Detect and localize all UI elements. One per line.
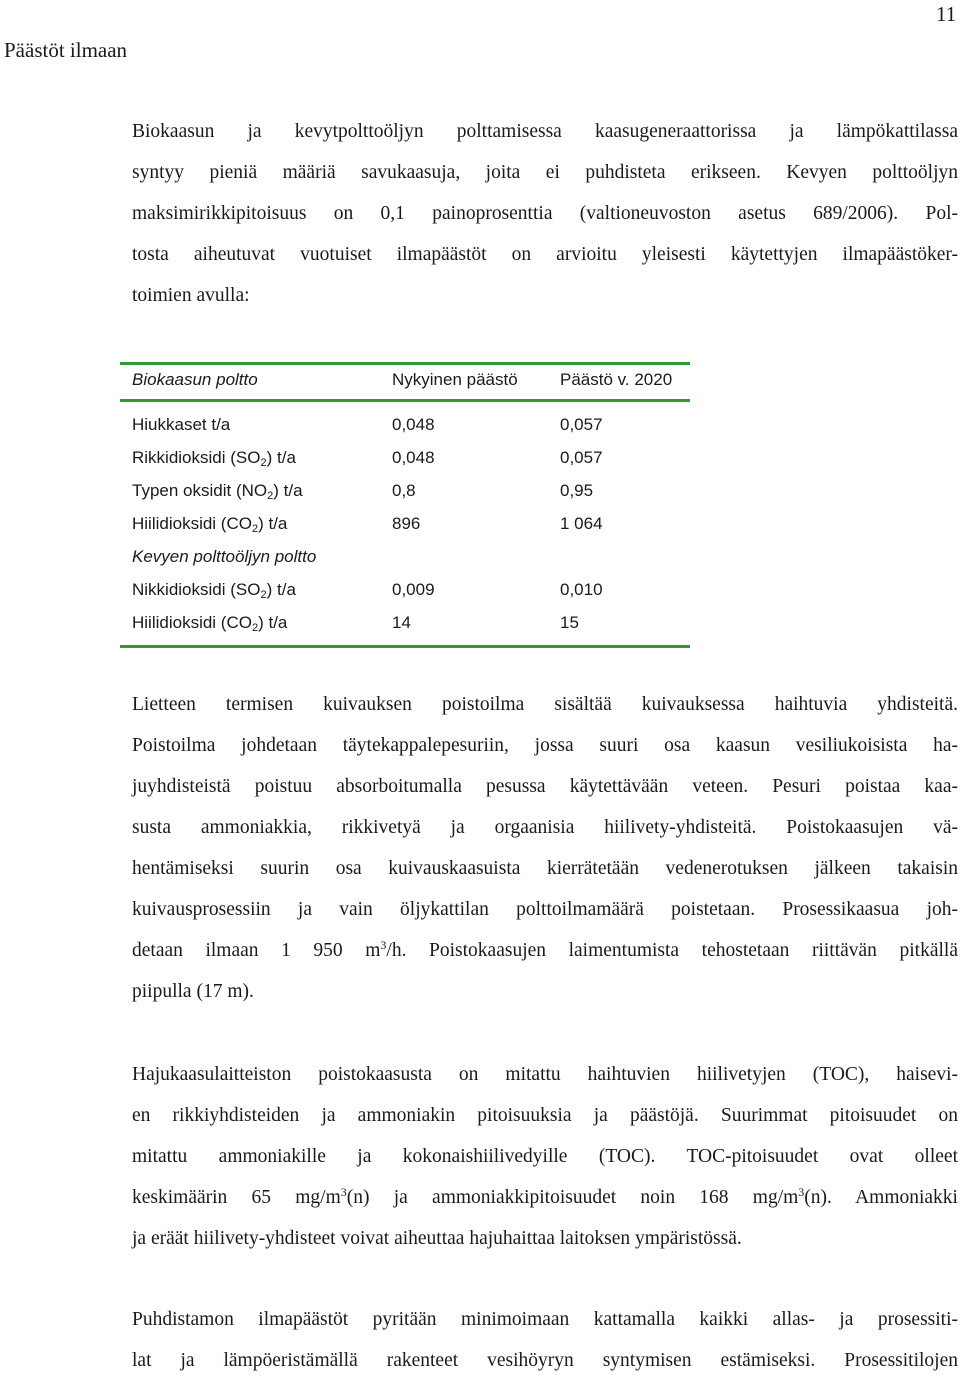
paragraph-4: [132, 1299, 958, 1381]
paragraph-line: tosta aiheutuvat vuotuiset ilmapäästöt on arvioitu yleisesti käytettyjen ilmapäästöker-: [132, 244, 958, 265]
table-cell-current: 896: [392, 514, 421, 533]
paragraph-line: ja eräät hiilivety-yhdisteet voivat aiheuttaa hajuhaittaa laitoksen ympäristössä.: [132, 1228, 742, 1249]
table-cell-current: 14: [392, 613, 411, 632]
table-cell-current: 0,8: [392, 481, 416, 500]
paragraph-3: [132, 1054, 958, 1259]
paragraph-line: kuivausprosessiin ja vain öljykattilan polttoilmamäärä poistetaan. Prosessikaasua joh-: [132, 899, 958, 920]
paragraph-line: syntyy pieniä määriä savukaasuja, joita ei puhdisteta erikseen. Kevyen polttoöljyn: [132, 162, 958, 183]
table-row-label: Nikkidioksidi $(SO_2)$ t/a: [132, 580, 296, 601]
table-cell-current: 0,009: [392, 580, 435, 599]
paragraph-line: keskimäärin 65 $mg/m^3(n)$ ja ammoniakkipitoisuudet noin 168 $mg/m^3(n)$. Ammoniakki: [132, 1185, 958, 1208]
paragraph-line: juyhdisteistä poistuu absorboitumalla pesussa käytettävään veteen. Pesuri poistaa kaa-: [132, 776, 958, 797]
paragraph-line: Poistoilma johdetaan täytekappalepesuriin, jossa suuri osa kaasun vesiliukoisista ha-: [132, 735, 958, 756]
table-row-label: Hiukkaset t/a: [132, 415, 231, 434]
paragraph-line: mitattu ammoniakille ja kokonaishiilivedyille (TOC). TOC-pitoisuudet ovat olleet: [132, 1146, 958, 1167]
table-header-rule: [120, 399, 690, 402]
paragraph-1: [132, 111, 958, 316]
paragraph-line: toimien avulla:: [132, 285, 250, 306]
table-row-label: Rikkidioksidi $(SO_2)$ t/a: [132, 448, 296, 469]
table-top-rule: [120, 362, 690, 365]
table-bottom-rule: [120, 645, 690, 648]
section-title: Päästöt ilmaan: [4, 38, 128, 62]
table-row-label: Typen oksidit $(NO_2)$ t/a: [132, 481, 303, 502]
paragraph-line: Puhdistamon ilmapäästöt pyritään minimoimaan kattamalla kaikki allas- ja prosessiti-: [132, 1309, 958, 1330]
paragraph-line: maksimirikkipitoisuus on 0,1 painoprosenttia (valtioneuvoston asetus 689/2006). Pol-: [132, 203, 958, 224]
paragraph-line: Lietteen termisen kuivauksen poistoilma sisältää kuivauksessa haihtuvia yhdisteitä.: [132, 694, 958, 715]
paragraph-line: Hajukaasulaitteiston poistokaasusta on mitattu haihtuvien hiilivetyjen (TOC), haisevi-: [132, 1064, 958, 1085]
paragraph-line: en rikkiyhdisteiden ja ammoniakin pitoisuuksia ja päästöjä. Suurimmat pitoisuudet on: [132, 1105, 958, 1126]
table-header-category: Biokaasun poltto: [132, 370, 258, 389]
paragraph-2: [132, 684, 958, 1012]
table-cell-current: 0,048: [392, 448, 435, 467]
table-cell-2020: 1 064: [560, 514, 603, 533]
paragraph-line: lat ja lämpöeristämällä rakenteet vesihöyryn syntymisen estämiseksi. Prosessitilojen: [132, 1350, 958, 1371]
table-header-current: Nykyinen päästö: [392, 370, 518, 389]
page-number: 11: [936, 2, 957, 26]
table-cell-2020: 0,057: [560, 415, 603, 434]
table-row-label: Hiilidioksidi $(CO_2)$ t/a: [132, 514, 288, 535]
paragraph-line: Biokaasun ja kevytpolttoöljyn polttamisessa kaasugeneraattorissa ja lämpökattilassa: [132, 121, 958, 142]
paragraph-line: piipulla (17 m).: [132, 981, 254, 1002]
paragraph-line: hentämiseksi suurin osa kuivauskaasuista kierrätetään vedenerotuksen jälkeen takaisin: [132, 858, 958, 879]
table-header-2020: Päästö v. 2020: [560, 370, 673, 389]
table-cell-2020: 0,010: [560, 580, 603, 599]
paragraph-line: detaan ilmaan 1 950 $m^3/h$. Poistokaasujen laimentumista tehostetaan riittävän pitkällä: [132, 938, 958, 961]
paragraph-line: susta ammoniakkia, rikkivetyä ja orgaanisia hiilivety-yhdisteitä. Poistokaasujen vä-: [132, 817, 958, 838]
table-cell-current: 0,048: [392, 415, 435, 434]
table-cell-2020: 0,057: [560, 448, 603, 467]
table-cell-2020: 0,95: [560, 481, 594, 500]
table-row-label: Hiilidioksidi $(CO_2)$ t/a: [132, 613, 288, 634]
table-cell-2020: 15: [560, 613, 579, 632]
table-subheader: Kevyen polttoöljyn poltto: [132, 547, 317, 566]
